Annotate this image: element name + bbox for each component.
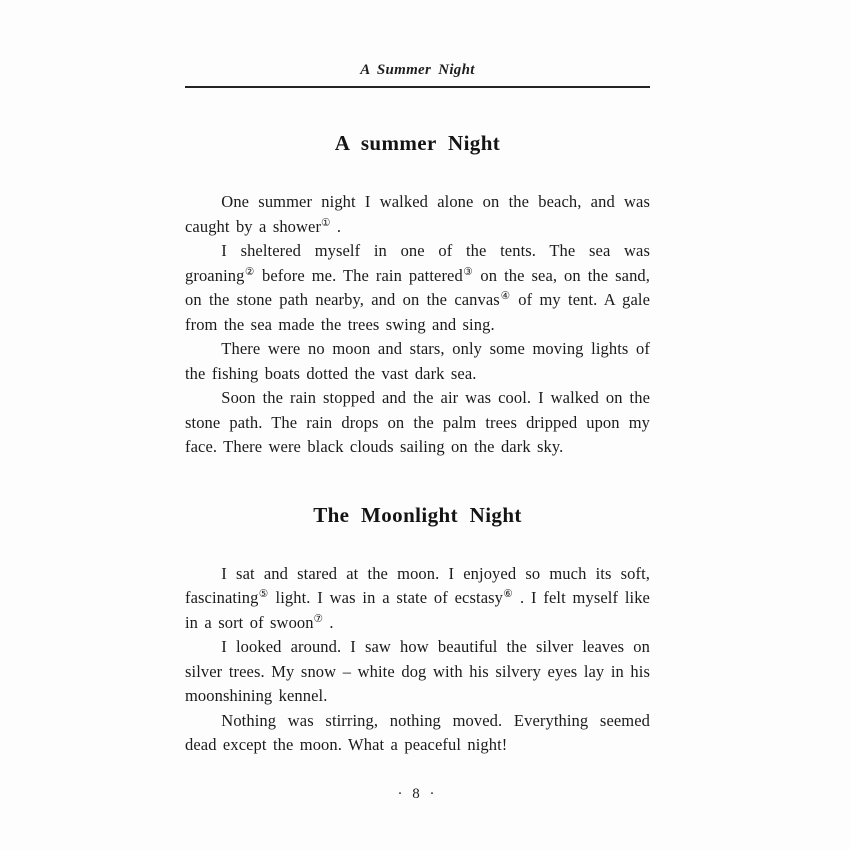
paragraph: I sheltered myself in one of the tents. The sea was groaning② before me. The rain pattered③ on the sea, on the sand, on the stone path nearby, and on the canvas④ of my tent. A gale from the sea made the trees swing and sing. — [185, 241, 651, 334]
running-header: A Summer Night — [360, 62, 475, 78]
section-heading: The Moonlight Night — [313, 502, 522, 527]
header-rule — [185, 86, 650, 88]
footnote-marker: ⑤ — [258, 588, 269, 600]
footnote-marker: ① — [321, 216, 331, 229]
paragraph: There were no moon and stars, only some moving lights of the fishing boats dotted the vast dark sea. — [185, 339, 650, 383]
page-number: · 8 · — [397, 785, 438, 802]
footnote-marker: ⑦ — [313, 612, 324, 625]
paragraph: I sat and stared at the moon. I enjoyed so much its soft, fascinating⑤ light. I was in a state of ecstasy⑥ . I felt myself like in a sort of swoon⑦ . — [185, 563, 650, 632]
paragraph: One summer night I walked alone on the beach, and was caught by a shower① . — [185, 192, 650, 236]
paragraph: I looked around. I saw how beautiful the silver leaves on silver trees. My snow – white dog with his silvery eyes lay in his moonshining kennel. — [185, 637, 650, 705]
page-body — [185, 130, 650, 758]
paragraph: Soon the rain stopped and the air was cool. I walked on the stone path. The rain drops on the palm trees dripped upon my face. There were black clouds sailing on the dark sky. — [185, 388, 650, 456]
footnote-marker: ⑥ — [503, 588, 514, 600]
footnote-marker: ③ — [462, 265, 474, 278]
paragraph: Nothing was stirring, nothing moved. Everything seemed dead except the moon. What a peaceful night! — [185, 710, 650, 754]
footnote-marker: ④ — [499, 290, 512, 302]
footnote-marker: ② — [244, 265, 256, 278]
text-column — [185, 0, 650, 803]
section-heading: A summer Night — [334, 131, 501, 155]
